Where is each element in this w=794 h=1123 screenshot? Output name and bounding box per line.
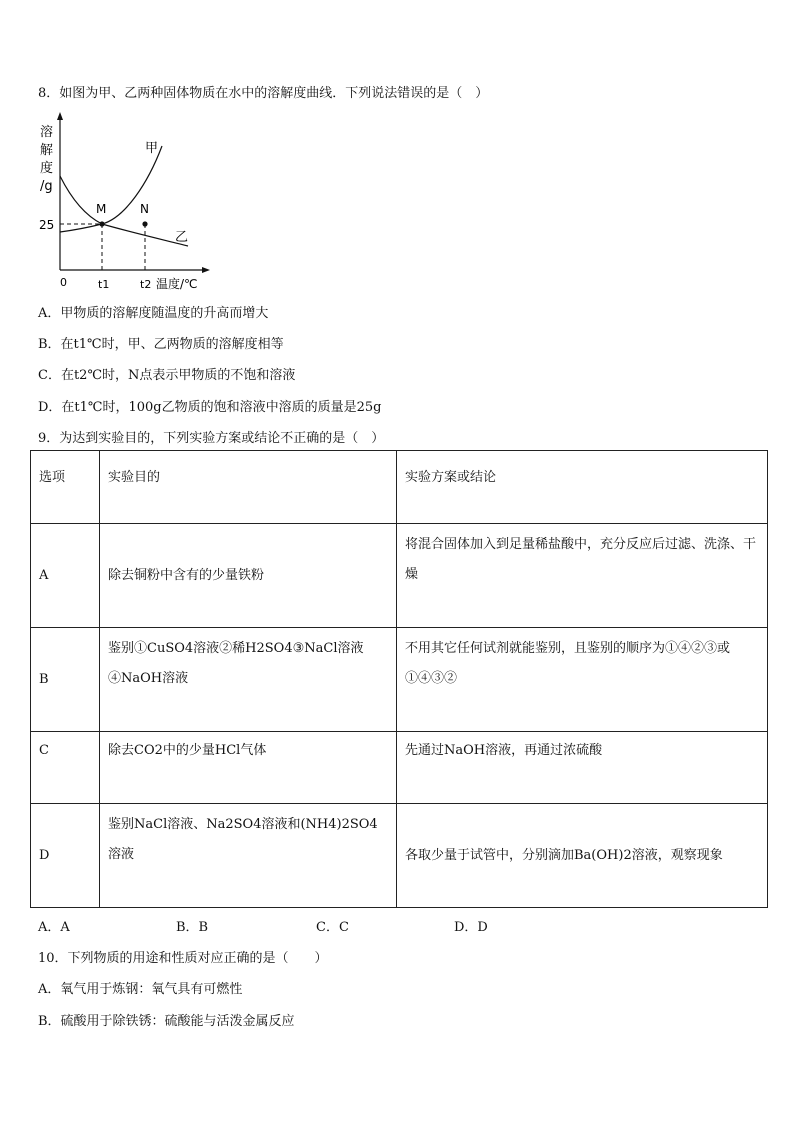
table-row <box>31 628 768 732</box>
point-n <box>142 221 147 226</box>
y-label-2: 解 <box>40 143 54 158</box>
q9-answer-a: A．A <box>38 920 70 935</box>
point-m <box>99 221 104 226</box>
label-yi: 乙 <box>175 230 189 245</box>
row-goal: 鉴别NaCl溶液、Na2SO4溶液和(NH4)2SO4溶液 <box>108 817 378 862</box>
row-plan: 各取少量于试管中，分别滴加Ba(OH)2溶液，观察现象 <box>405 847 723 863</box>
row-plan: 将混合固体加入到足量稀盐酸中，充分反应后过滤、洗涤、干燥 <box>405 537 757 582</box>
header-goal: 实验目的 <box>108 470 161 485</box>
x-axis-arrow <box>202 267 210 273</box>
curve-yi <box>60 176 188 246</box>
header-plan: 实验方案或结论 <box>405 470 497 485</box>
origin-label: 0 <box>60 276 67 289</box>
row-goal: 除去铜粉中含有的少量铁粉 <box>108 567 265 583</box>
row-goal: 除去CO2中的少量HCl气体 <box>108 743 267 758</box>
y-axis-arrow <box>57 112 63 120</box>
row-key: A <box>39 567 49 583</box>
y-tick-25: 25 <box>39 218 55 232</box>
q8-option-d: D．在t1℃时，100g乙物质的饱和溶液中溶质的质量是25g <box>38 400 382 415</box>
q9-answer-d: D．D <box>454 920 488 935</box>
t2-label: t2 <box>140 278 152 291</box>
q10-stem: 10．下列物质的用途和性质对应正确的是（ ） <box>38 951 328 966</box>
row-key: D <box>39 847 50 863</box>
row-key: B <box>39 671 49 687</box>
row-goal: 鉴别①CuSO4溶液②稀H2SO4③NaCl溶液④NaOH溶液 <box>108 641 364 686</box>
row-plan: 先通过NaOH溶液，再通过浓硫酸 <box>405 743 603 758</box>
label-jia: 甲 <box>145 141 159 156</box>
table-header-row <box>31 451 768 524</box>
q9-table <box>30 450 768 908</box>
q8-option-c: C．在t2℃时，N点表示甲物质的不饱和溶液 <box>38 368 296 383</box>
row-plan: 不用其它任何试剂就能鉴别，且鉴别的顺序为①④②③或①④③② <box>405 641 731 686</box>
q9-stem: 9．为达到实验目的，下列实验方案或结论不正确的是（ ） <box>38 431 385 446</box>
q8-option-b: B．在t1℃时，甲、乙两物质的溶解度相等 <box>38 337 284 352</box>
label-m: M <box>96 202 107 216</box>
table-row <box>31 804 768 908</box>
table-row <box>31 732 768 804</box>
q10-option-a: A．氧气用于炼钢：氧气具有可燃性 <box>38 982 243 997</box>
table-row <box>31 524 768 628</box>
curve-jia <box>60 146 162 232</box>
header-option: 选项 <box>39 470 66 485</box>
t1-label: t1 <box>98 278 110 291</box>
solubility-graph <box>30 108 220 293</box>
y-label-4: /g <box>40 179 53 194</box>
x-axis-label: 温度/℃ <box>156 277 198 291</box>
q9-answer-c: C．C <box>316 920 349 935</box>
row-key: C <box>39 743 49 758</box>
q8-option-a: A．甲物质的溶解度随温度的升高而增大 <box>38 306 269 321</box>
q8-stem: 8．如图为甲、乙两种固体物质在水中的溶解度曲线．下列说法错误的是（ ） <box>38 86 489 101</box>
y-label-3: 度 <box>40 161 54 176</box>
y-label-1: 溶 <box>40 125 54 140</box>
q9-answer-b: B．B <box>176 920 209 935</box>
label-n: N <box>140 202 149 216</box>
q10-option-b: B．硫酸用于除铁锈：硫酸能与活泼金属反应 <box>38 1014 295 1029</box>
